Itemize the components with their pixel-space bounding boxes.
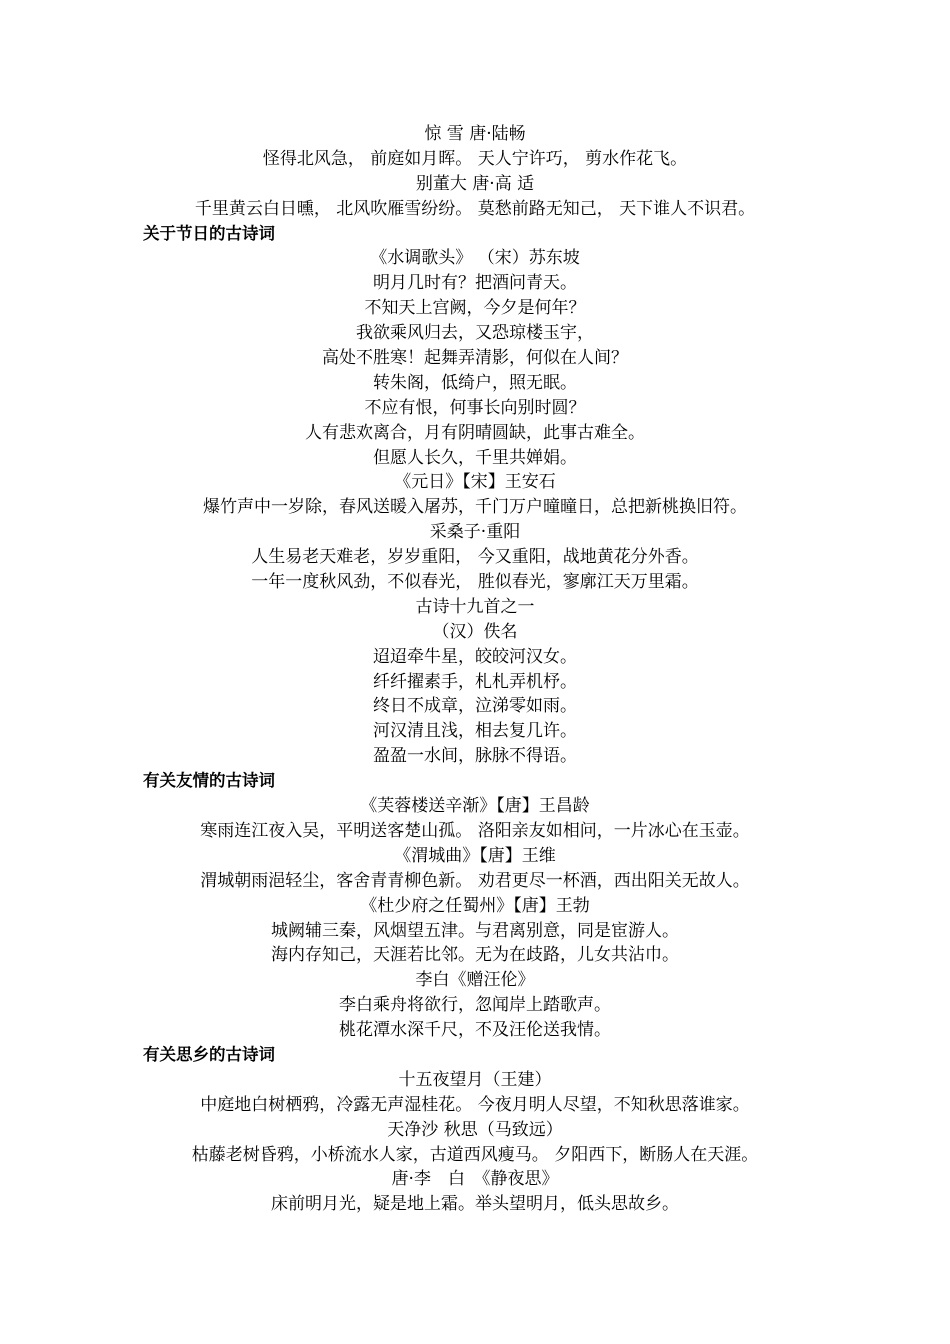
poem-line: 渭城朝雨浥轻尘，客舍青青柳色新。 劝君更尽一杯酒，西出阳关无故人。 xyxy=(200,870,750,891)
poem-line: 城阙辅三秦，风烟望五津。与君离别意，同是宦游人。 xyxy=(271,920,679,941)
poem-line: 枯藤老树昏鸦，小桥流水人家，古道西风瘦马。 夕阳西下，断肠人在天涯。 xyxy=(191,1144,759,1165)
poem-line: 床前明月光，疑是地上霜。举头望明月，低头思故乡。 xyxy=(271,1194,679,1215)
document-page xyxy=(0,122,950,1217)
poem-line: 我欲乘风归去，又恐琼楼玉宇， xyxy=(356,323,594,344)
section-heading: 关于节日的古诗词 xyxy=(143,223,275,243)
poem-line: 人生易老天难老，岁岁重阳， 今又重阳，战地黄花分外香。 xyxy=(251,547,699,568)
poem-line: （汉）佚名 xyxy=(432,621,518,642)
poem-line: 古诗十九首之一 xyxy=(415,596,535,617)
poem-line: 怪得北风急， 前庭如月晖。 天人宁许巧， 剪水作花飞。 xyxy=(262,148,688,169)
poem-line: 爆竹声中一岁除，春风送暖入屠苏，千门万户曈曈日，总把新桃换旧符。 xyxy=(203,497,747,518)
poem-line: 别董大 唐·高 适 xyxy=(415,173,535,194)
poem-line: 《元日》【宋】王安石 xyxy=(394,472,556,493)
poem-line: 纤纤擢素手，札札弄机杼。 xyxy=(373,671,577,692)
section-heading: 有关思乡的古诗词 xyxy=(143,1044,275,1064)
poem-line: 终日不成章，泣涕零如雨。 xyxy=(373,696,577,717)
poem-line: 十五夜望月（王建） xyxy=(398,1069,552,1090)
poem-line: 唐·李 白 《静夜思》 xyxy=(391,1169,559,1190)
poem-line: 《芙蓉楼送辛渐》【唐】王昌龄 xyxy=(360,796,590,817)
poem-line: 明月几时有？把酒问青天。 xyxy=(373,273,577,294)
poem-line: 人有悲欢离合，月有阴晴圆缺，此事古难全。 xyxy=(305,422,645,443)
poem-line: 河汉清且浅，相去复几许。 xyxy=(373,721,577,742)
poem-line: 高处不胜寒！起舞弄清影，何似在人间？ xyxy=(322,348,628,369)
poem-line: 桃花潭水深千尺，不及汪伦送我情。 xyxy=(339,1020,611,1041)
poem-line: 千里黄云白日曛， 北风吹雁雪纷纷。 莫愁前路无知己， 天下谁人不识君。 xyxy=(194,198,756,219)
poem-line: 但愿人长久，千里共婵娟。 xyxy=(373,447,577,468)
poem-line: 中庭地白树栖鸦，冷露无声湿桂花。 今夜月明人尽望，不知秋思落谁家。 xyxy=(200,1094,750,1115)
poem-line: 李白乘舟将欲行，忽闻岸上踏歌声。 xyxy=(339,995,611,1016)
poem-line: 盈盈一水间，脉脉不得语。 xyxy=(373,746,577,767)
poem-line: 李白《赠汪伦》 xyxy=(415,970,535,991)
poem-line: 寒雨连江夜入吴，平明送客楚山孤。 洛阳亲友如相问，一片冰心在玉壶。 xyxy=(200,820,750,841)
poem-line: 天净沙 秋思（马致远） xyxy=(387,1119,563,1140)
poem-line: 迢迢牵牛星，皎皎河汉女。 xyxy=(373,646,577,667)
poem-line: 不应有恨，何事长向别时圆？ xyxy=(364,397,586,418)
poem-line: 惊 雪 唐·陆畅 xyxy=(424,124,526,144)
poem-line: 《水调歌头》 （宋）苏东坡 xyxy=(370,248,580,269)
poem-line: 不知天上宫阙，今夕是何年？ xyxy=(364,298,586,319)
poem-line: 采桑子·重阳 xyxy=(429,522,521,543)
poem-line: 《杜少府之任蜀州》【唐】王勃 xyxy=(360,895,590,916)
poem-line: 转朱阁，低绮户，照无眠。 xyxy=(373,372,577,393)
poem-line: 海内存知己，天涯若比邻。无为在歧路，儿女共沾巾。 xyxy=(271,945,679,966)
poem-line: 《渭城曲》【唐】王维 xyxy=(394,845,556,866)
poem-line: 一年一度秋风劲，不似春光， 胜似春光，寥廓江天万里霜。 xyxy=(251,572,699,593)
section-heading: 有关友情的古诗词 xyxy=(143,771,275,791)
